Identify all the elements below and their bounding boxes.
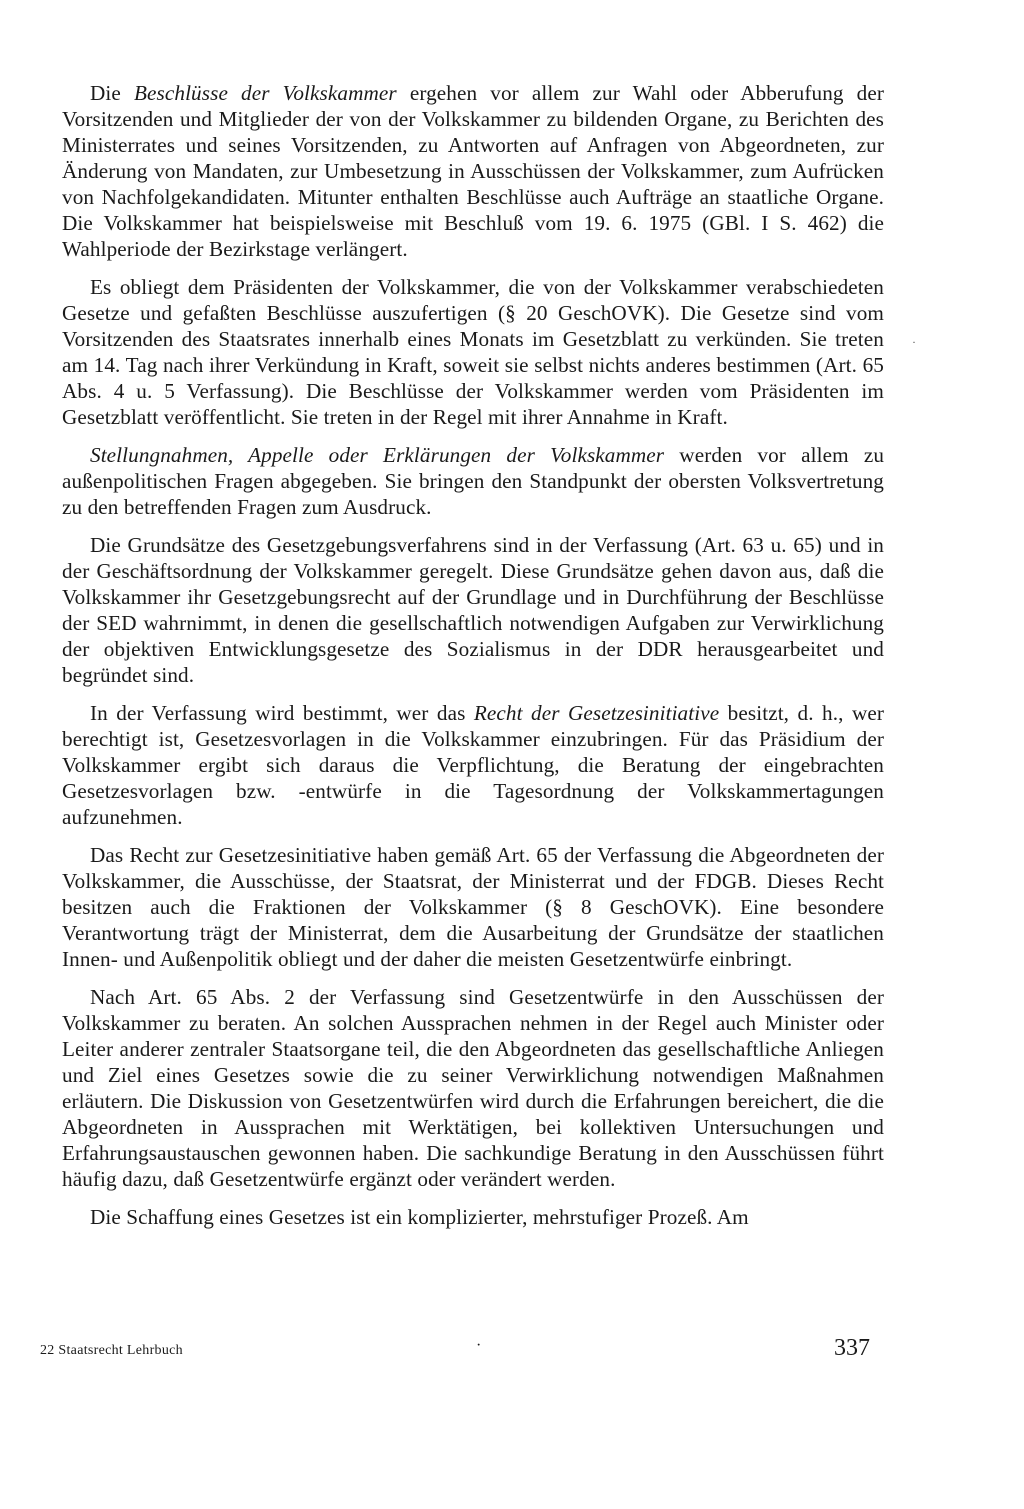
signature-mark: 22 Staatsrecht Lehrbuch bbox=[40, 1343, 183, 1358]
paragraph-beschluesse bbox=[62, 80, 884, 262]
paragraph-lead: In der Verfassung wird bestimmt, wer das bbox=[90, 701, 474, 725]
paragraph-ausfertigung bbox=[62, 274, 884, 430]
paragraph-gesetzesinitiative bbox=[62, 700, 884, 830]
page-body bbox=[62, 80, 884, 1242]
margin-mark: · bbox=[912, 335, 916, 349]
paragraph-lead: Es obliegt dem Präsidenten der Volkskammer, die von der Volkskammer verabschiedeten Gesetze und gefaßten Beschlüsse auszufertigen (§ 20 GeschOVK). Die Gesetze sind vom Vorsitzenden des Staatsrates innerhalb eines Monats im Gesetzblatt zu verkünden. Sie treten am 14. Tag nach ihrer Verkündung in Kraft, soweit sie selbst nichts anderes bestimmen (Art. 65 Abs. 4 u. 5 Verfassung). Die Beschlüsse der Volkskammer werden vom Präsidenten im Gesetzblatt veröffentlicht. Sie treten in der Regel mit ihrer Annahme in Kraft. bbox=[62, 275, 884, 429]
paragraph-rest: ergehen vor allem zur Wahl oder Abberufung der Vorsitzenden und Mitglieder der von der Volkskammer zu bildenden Organe, zu Berichten des Ministerrates und seines Vorsitzenden, zu Antworten auf Anfragen von Abgeordneten, zur Änderung von Mandaten, zur Umbesetzung in Ausschüssen der Volkskammer, zum Aufrücken von Nachfolgekandidaten. Mitunter enthalten Beschlüsse auch Aufträge an staatliche Organe. Die Volkskammer hat beispielsweise mit Beschluß vom 19. 6. 1975 (GBl. I S. 462) die Wahlperiode der Bezirkstage verlängert. bbox=[62, 81, 885, 261]
paragraph-emphasis: Beschlüsse der Volkskammer bbox=[133, 81, 397, 105]
paragraph-emphasis: Stellungnahmen, Appelle oder Erklärungen der Volkskammer bbox=[90, 443, 665, 467]
footer-dot: · bbox=[476, 1337, 482, 1354]
page-footer bbox=[40, 1337, 870, 1377]
paragraph-emphasis: Recht der Gesetzesinitiative bbox=[473, 701, 720, 725]
paragraph-stellungnahmen bbox=[62, 442, 884, 520]
page-number: 337 bbox=[834, 1335, 870, 1361]
paragraph-rest: besitzt, d. h., wer berechtigt ist, Gesetzesvorlagen in die Volkskammer einzubringen. Für das Präsidium der Volkskammer ergibt sich daraus die Verpflichtung, die Beratung der eingebrachten Gesetzesvorlagen bzw. -entwürfe in die Tagesordnung der Volkskammertagungen aufzunehmen. bbox=[62, 701, 884, 829]
paragraph-schaffung bbox=[62, 1204, 884, 1230]
paragraph-lead: Die Schaffung eines Gesetzes ist ein komplizierter, mehrstufiger Prozeß. Am bbox=[90, 1205, 749, 1229]
paragraph-rest: werden vor allem zu außenpolitischen Fragen abgegeben. Sie bringen den Standpunkt der obersten Volksvertretung zu den betreffenden Fragen zum Ausdruck. bbox=[62, 443, 885, 519]
paragraph-lead: Nach Art. 65 Abs. 2 der Verfassung sind Gesetzentwürfe in den Ausschüssen der Volkskammer zu beraten. An solchen Aussprachen nehmen in der Regel auch Minister oder Leiter anderer zentraler Staatsorgane teil, die den Abgeordneten das gesellschaftliche Anliegen und Ziel eines Gesetzes sowie die zu seiner Verwirklichung notwendigen Maßnahmen erläutern. Die Diskussion von Gesetzentwürfen wird durch die Erfahrungen bereichert, die die Abgeordneten in Aussprachen mit Werktätigen, bei kollektiven Untersuchungen und Erfahrungsaustauschen gewonnen haben. Die sachkundige Beratung in den Ausschüssen führt häufig dazu, daß Gesetzentwürfe ergänzt oder verändert werden. bbox=[62, 985, 884, 1191]
paragraph-lead: Die Grundsätze des Gesetzgebungsverfahrens sind in der Verfassung (Art. 63 u. 65) und in der Geschäftsordnung der Volkskammer geregelt. Diese Grundsätze gehen davon aus, daß die Volkskammer ihr Gesetzgebungsrecht auf der Grundlage und in Durchführung der Beschlüsse der SED wahrnimmt, in denen die gesellschaftlich notwendigen Aufgaben zur Verwirklichung der objektiven Entwicklungsgesetze des Sozialismus in der DDR herausgearbeitet und begründet sind. bbox=[62, 533, 884, 687]
paragraph-lead: Die bbox=[90, 81, 134, 105]
paragraph-grundsaetze bbox=[62, 532, 884, 688]
paragraph-recht-initiative bbox=[62, 842, 884, 972]
paragraph-lead: Das Recht zur Gesetzesinitiative haben gemäß Art. 65 der Verfassung die Abgeordneten der Volkskammer, die Ausschüsse, der Staatsrat, der Ministerrat und der FDGB. Dieses Recht besitzen auch die Fraktionen der Volkskammer (§ 8 GeschOVK). Eine besondere Verantwortung trägt der Ministerrat, dem die Ausarbeitung der Grundsätze der staatlichen Innen- und Außenpolitik obliegt und der daher die meisten Gesetzentwürfe einbringt. bbox=[62, 843, 884, 971]
paragraph-ausschuesse bbox=[62, 984, 884, 1192]
